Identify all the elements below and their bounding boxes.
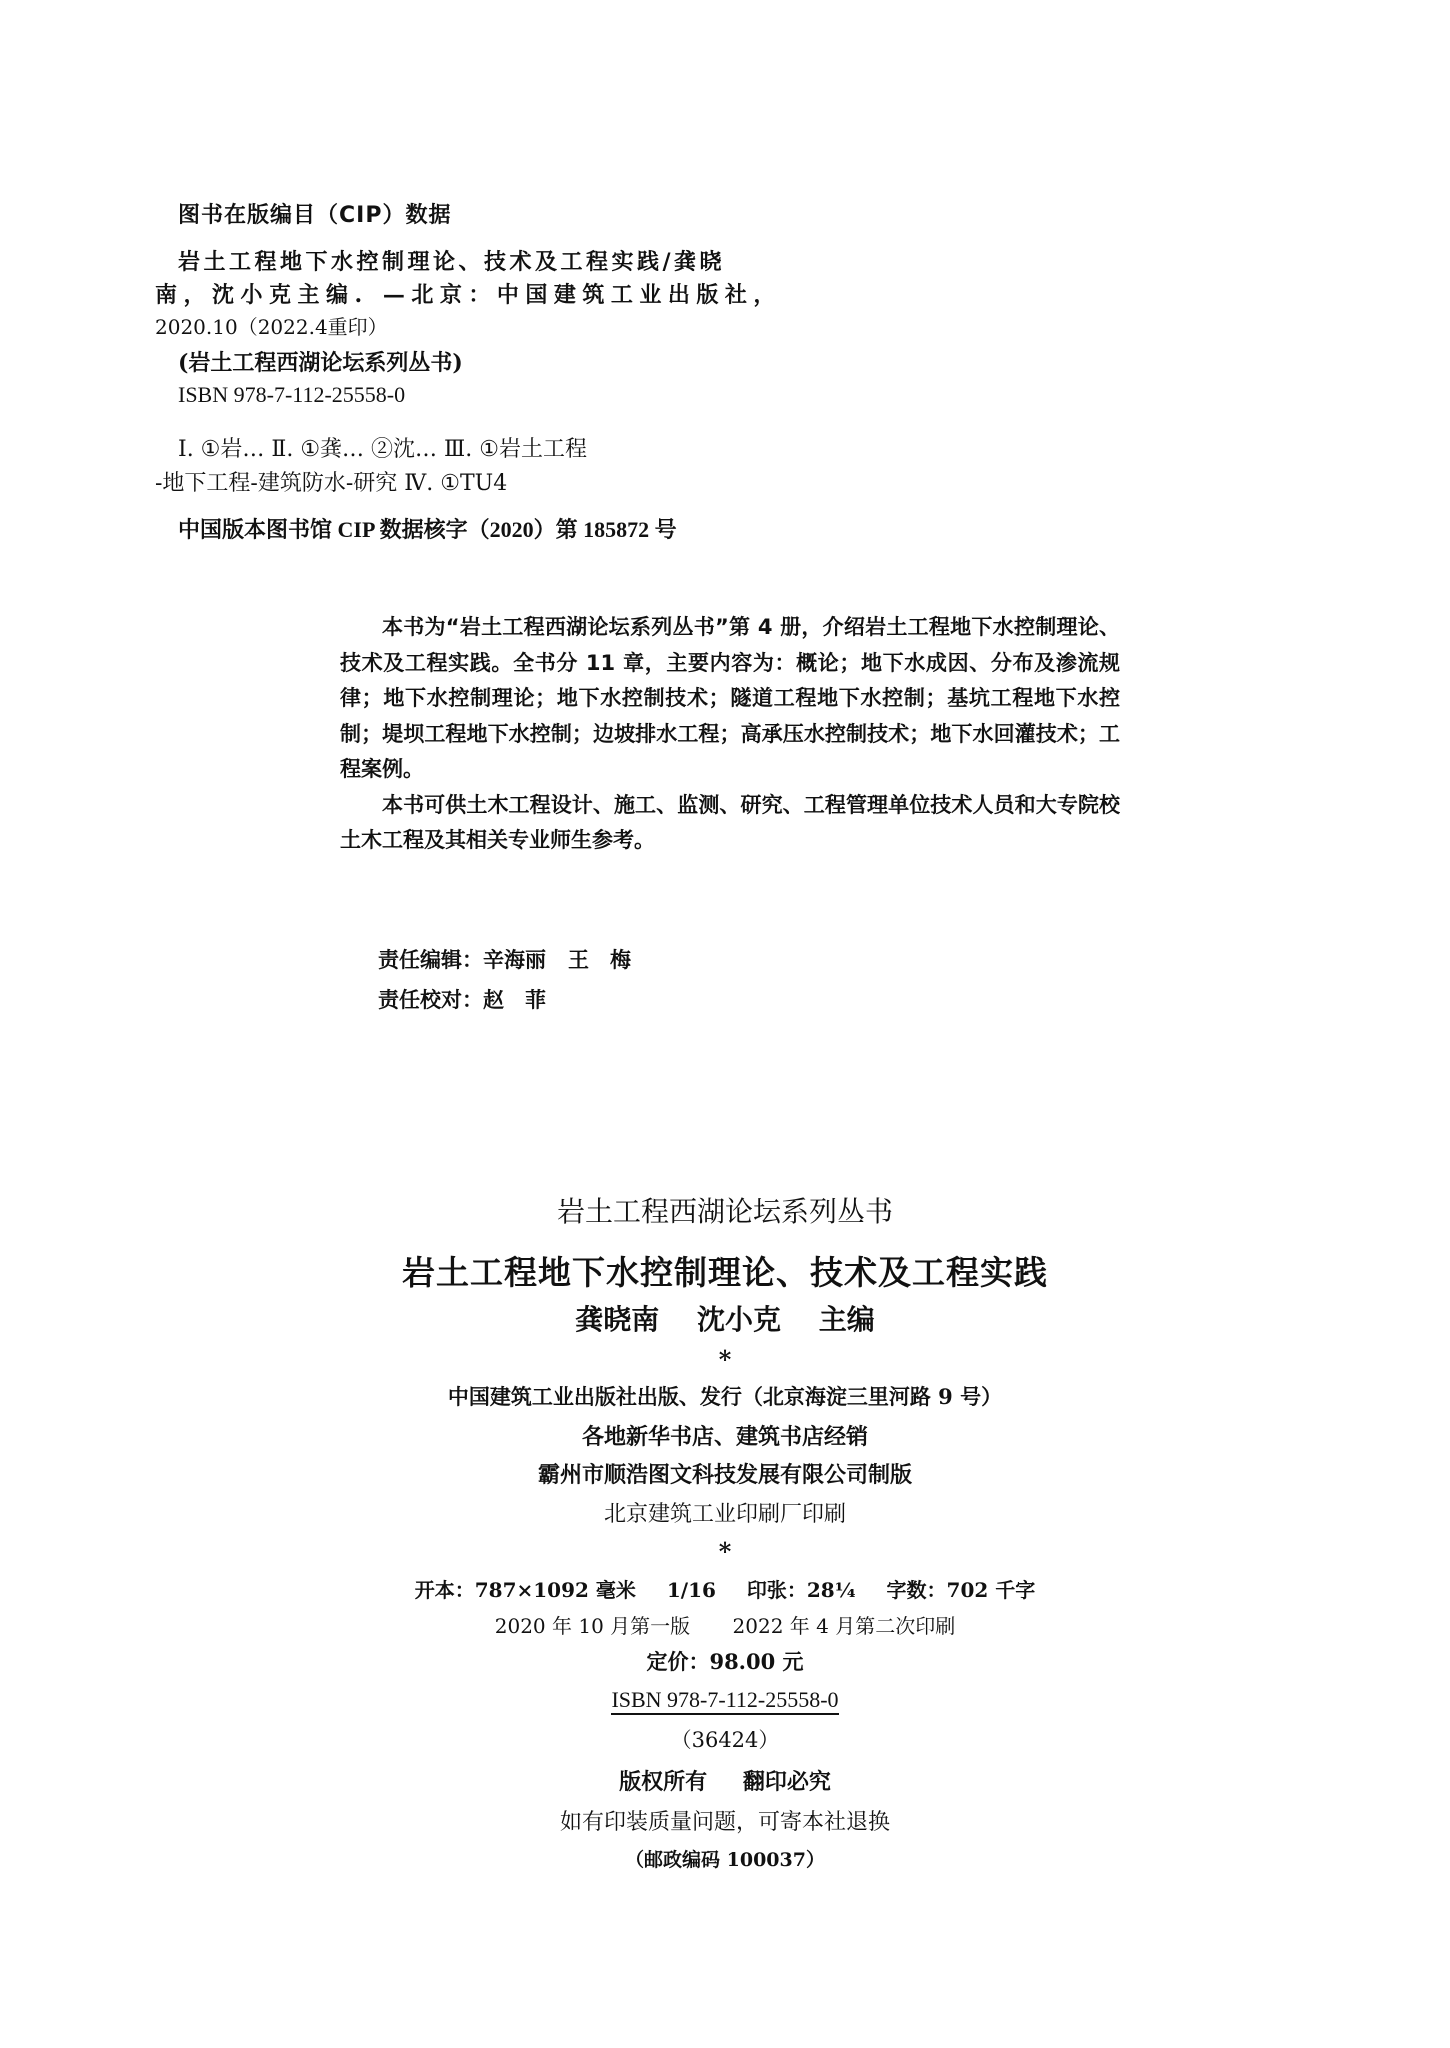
description-paragraph: 本书为“岩土工程西湖论坛系列丛书”第 4 册，介绍岩土工程地下水控制理论、技术及工程实践。全书分 11 章，主要内容为：概论；地下水成因、分布及渗流规律；地下水控制理论；地下水控制技术；隧道工程地下水控制；基坑工程地下水控制；堤坝工程地下水控制；边坡排水工程；高承压水控制技术；地下水回灌技术；工程案例。 (340, 615, 1120, 781)
publisher-line: 中国建筑工业出版社出版、发行（北京海淀三里河路 9 号） (447, 1384, 1003, 1409)
edition-info (0, 1610, 1450, 1639)
editors-block (378, 940, 653, 1020)
format-fraction: 1/16 (666, 1578, 716, 1602)
printer-line: 北京建筑工业印刷厂印刷 (603, 1502, 846, 1527)
cip-line: 岩土工程地下水控制理论、技术及工程实践/龚晓 (178, 249, 726, 275)
first-edition: 2020 年 10 月第一版 (494, 1614, 691, 1638)
postal-code: （邮政编码 100037） (625, 1849, 825, 1871)
series-name: 岩土工程西湖论坛系列丛书 (556, 1195, 893, 1228)
responsible-editor-name: 王 梅 (568, 948, 631, 972)
responsible-editor-row (378, 940, 653, 980)
separator-star: * (718, 1345, 732, 1374)
format-size: 开本：787×1092 毫米 (414, 1578, 636, 1602)
cip-record-number: 中国版本图书馆 CIP 数据核字（2020）第 185872 号 (178, 517, 677, 542)
isbn-number: ISBN 978-7-112-25558-0 (611, 1687, 838, 1715)
cip-classification: Ⅰ. ①岩… Ⅱ. ①龚… ②沈… Ⅲ. ①岩土工程 (178, 437, 587, 462)
return-notice: 如有印装质量问题，可寄本社退换 (559, 1810, 890, 1835)
description-paragraph: 本书可供土木工程设计、施工、监测、研究、工程管理单位技术人员和大专院校土木工程及其相关专业师生参考。 (340, 792, 1120, 852)
author: 龚晓南 (575, 1303, 660, 1336)
cip-line: (岩土工程西湖论坛系列丛书) (178, 350, 463, 376)
author: 沈小克 (696, 1303, 781, 1336)
cip-isbn: ISBN 978-7-112-25558-0 (178, 382, 406, 407)
proofreader-name: 赵 菲 (483, 988, 546, 1012)
printed-sheets: 印张：28¼ (746, 1578, 856, 1602)
word-count: 字数：702 千字 (886, 1578, 1036, 1602)
responsible-editor-name: 辛海丽 (483, 948, 546, 972)
distributor-line: 各地新华书店、建筑书店经销 (581, 1424, 868, 1450)
catalog-code: （36424） (670, 1728, 780, 1752)
rights-reserved: 版权所有 (619, 1769, 708, 1795)
cip-classification-cont: -地下工程-建筑防水-研究 Ⅳ. ①TU4 (155, 471, 508, 496)
separator-star: * (718, 1537, 732, 1566)
proofreader-label: 责任校对： (378, 988, 483, 1012)
copyright-notice (0, 1765, 1450, 1796)
isbn (0, 1687, 1450, 1713)
book-title: 岩土工程地下水控制理论、技术及工程实践 (402, 1253, 1048, 1292)
book-description (340, 610, 1120, 859)
cip-line: 2020.10（2022.4重印） (155, 315, 388, 339)
author-role: 主编 (818, 1303, 875, 1336)
responsible-editor-label: 责任编辑： (378, 948, 483, 972)
proofreader-row (378, 980, 653, 1020)
format-spec (0, 1574, 1450, 1603)
authors (0, 1298, 1450, 1338)
cip-heading: 图书在版编目（CIP）数据 (178, 203, 452, 228)
price: 定价：98.00 元 (646, 1649, 804, 1674)
piracy-notice: 翻印必究 (742, 1769, 831, 1795)
cip-line: 南，沈小克主编. —北京：中国建筑工业出版社， (155, 282, 782, 308)
printing-info: 2022 年 4 月第二次印刷 (732, 1614, 956, 1638)
typesetter-line: 霸州市顺浩图文科技发展有限公司制版 (537, 1462, 912, 1488)
